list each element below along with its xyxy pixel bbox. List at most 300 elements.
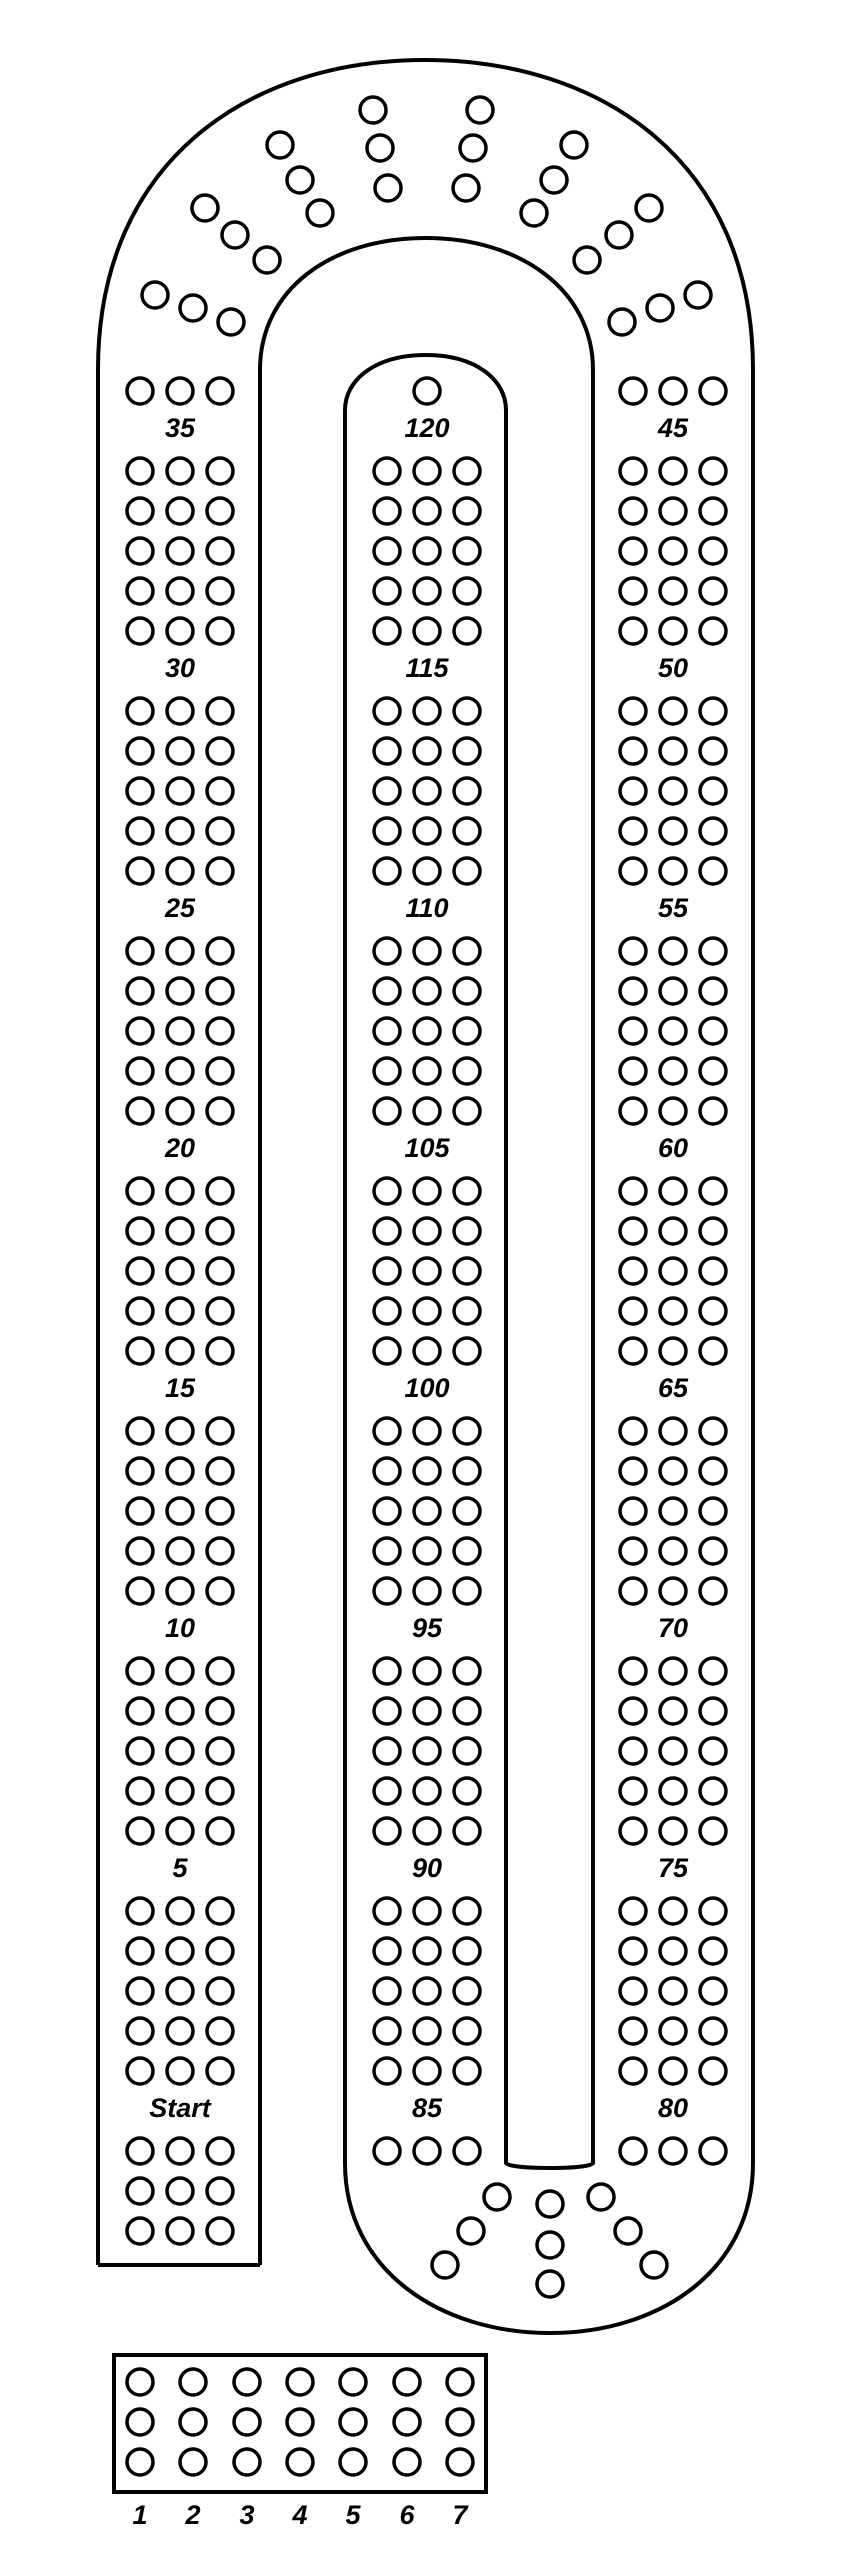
center-track-hole[interactable] <box>414 1498 440 1524</box>
left-track-hole[interactable] <box>207 1538 233 1564</box>
left-track-hole[interactable] <box>127 1778 153 1804</box>
right-track-hole[interactable] <box>620 1818 646 1844</box>
right-track-hole[interactable] <box>700 1498 726 1524</box>
left-track-hole[interactable] <box>207 778 233 804</box>
center-track-hole[interactable] <box>414 738 440 764</box>
right-track-hole[interactable] <box>660 458 686 484</box>
center-track-hole[interactable] <box>374 1298 400 1324</box>
center-track-hole[interactable] <box>414 1218 440 1244</box>
right-track-hole[interactable] <box>620 1178 646 1204</box>
top-curve-hole[interactable] <box>541 167 567 193</box>
left-track-hole[interactable] <box>127 1698 153 1724</box>
left-track-hole[interactable] <box>127 1898 153 1924</box>
center-track-hole[interactable] <box>414 1658 440 1684</box>
center-track-hole[interactable] <box>374 538 400 564</box>
left-track-hole[interactable] <box>207 1258 233 1284</box>
right-track-hole[interactable] <box>620 618 646 644</box>
right-track-hole[interactable] <box>660 1938 686 1964</box>
right-track-hole[interactable] <box>700 1338 726 1364</box>
left-track-hole[interactable] <box>167 1738 193 1764</box>
center-track-hole[interactable] <box>374 618 400 644</box>
left-track-hole[interactable] <box>207 1658 233 1684</box>
left-track-hole[interactable] <box>127 1578 153 1604</box>
left-track-hole[interactable] <box>167 2138 193 2164</box>
left-track-hole[interactable] <box>127 738 153 764</box>
game-counter-hole[interactable] <box>447 2449 473 2475</box>
center-track-hole[interactable] <box>414 2138 440 2164</box>
center-track-hole[interactable] <box>374 1498 400 1524</box>
right-track-hole[interactable] <box>660 1898 686 1924</box>
top-curve-hole[interactable] <box>460 135 486 161</box>
center-track-hole[interactable] <box>414 1058 440 1084</box>
right-track-hole[interactable] <box>660 538 686 564</box>
right-track-hole[interactable] <box>620 2058 646 2084</box>
left-track-hole[interactable] <box>207 938 233 964</box>
left-track-hole[interactable] <box>167 1818 193 1844</box>
center-track-hole[interactable] <box>414 1338 440 1364</box>
center-track-hole[interactable] <box>374 498 400 524</box>
top-curve-hole[interactable] <box>561 132 587 158</box>
right-track-hole[interactable] <box>660 1738 686 1764</box>
right-track-hole[interactable] <box>660 1778 686 1804</box>
left-track-hole[interactable] <box>167 1258 193 1284</box>
left-track-hole[interactable] <box>167 738 193 764</box>
center-track-hole[interactable] <box>454 1298 480 1324</box>
right-track-hole[interactable] <box>660 1818 686 1844</box>
left-track-hole[interactable] <box>127 818 153 844</box>
center-track-hole[interactable] <box>374 1098 400 1124</box>
right-track-hole[interactable] <box>700 778 726 804</box>
left-track-hole[interactable] <box>127 578 153 604</box>
center-track-hole[interactable] <box>454 698 480 724</box>
left-track-hole[interactable] <box>127 498 153 524</box>
left-track-hole[interactable] <box>127 858 153 884</box>
right-track-hole[interactable] <box>660 498 686 524</box>
center-track-hole[interactable] <box>374 1978 400 2004</box>
center-track-hole[interactable] <box>414 978 440 1004</box>
right-track-hole[interactable] <box>620 1098 646 1124</box>
left-track-hole[interactable] <box>167 1098 193 1124</box>
center-track-hole[interactable] <box>454 1498 480 1524</box>
center-track-hole[interactable] <box>414 1098 440 1124</box>
top-curve-hole[interactable] <box>360 97 386 123</box>
center-track-hole[interactable] <box>454 578 480 604</box>
left-track-hole[interactable] <box>207 1458 233 1484</box>
right-track-hole[interactable] <box>700 498 726 524</box>
center-track-hole[interactable] <box>414 1778 440 1804</box>
right-track-hole[interactable] <box>620 2018 646 2044</box>
center-track-hole[interactable] <box>414 1418 440 1444</box>
center-track-hole[interactable] <box>414 698 440 724</box>
left-track-hole[interactable] <box>207 738 233 764</box>
right-track-hole[interactable] <box>660 2058 686 2084</box>
left-track-hole[interactable] <box>207 1778 233 1804</box>
center-track-hole[interactable] <box>374 1698 400 1724</box>
right-track-hole[interactable] <box>620 818 646 844</box>
top-curve-hole[interactable] <box>521 200 547 226</box>
right-track-hole[interactable] <box>700 1058 726 1084</box>
right-track-hole[interactable] <box>660 738 686 764</box>
right-track-hole[interactable] <box>660 1498 686 1524</box>
game-counter-hole[interactable] <box>180 2369 206 2395</box>
left-track-hole[interactable] <box>167 818 193 844</box>
right-track-hole[interactable] <box>700 818 726 844</box>
center-track-hole[interactable] <box>374 938 400 964</box>
center-track-hole[interactable] <box>414 1258 440 1284</box>
center-track-hole[interactable] <box>414 618 440 644</box>
game-counter-hole[interactable] <box>180 2449 206 2475</box>
center-track-hole[interactable] <box>454 938 480 964</box>
right-track-hole[interactable] <box>700 1738 726 1764</box>
left-track-hole[interactable] <box>207 1338 233 1364</box>
left-track-hole[interactable] <box>127 458 153 484</box>
left-track-hole[interactable] <box>127 1498 153 1524</box>
center-track-hole[interactable] <box>454 1538 480 1564</box>
center-track-hole[interactable] <box>454 1738 480 1764</box>
center-track-hole[interactable] <box>374 1738 400 1764</box>
center-track-hole[interactable] <box>414 2058 440 2084</box>
top-curve-hole[interactable] <box>180 295 206 321</box>
center-track-hole[interactable] <box>414 1018 440 1044</box>
left-track-hole[interactable] <box>207 1818 233 1844</box>
center-track-hole[interactable] <box>454 1578 480 1604</box>
game-counter-hole[interactable] <box>287 2369 313 2395</box>
right-track-hole[interactable] <box>660 1338 686 1364</box>
left-track-hole[interactable] <box>127 978 153 1004</box>
left-track-hole[interactable] <box>167 1658 193 1684</box>
center-track-hole[interactable] <box>374 698 400 724</box>
left-track-hole[interactable] <box>167 1578 193 1604</box>
left-track-hole[interactable] <box>167 698 193 724</box>
left-track-hole[interactable] <box>207 1178 233 1204</box>
left-track-hole[interactable] <box>127 1538 153 1564</box>
center-track-hole[interactable] <box>454 1218 480 1244</box>
left-track-hole[interactable] <box>167 938 193 964</box>
left-track-hole[interactable] <box>207 1298 233 1324</box>
right-track-hole[interactable] <box>700 1538 726 1564</box>
right-track-hole[interactable] <box>660 978 686 1004</box>
right-track-hole[interactable] <box>660 1658 686 1684</box>
left-track-hole[interactable] <box>207 1978 233 2004</box>
center-track-hole-120[interactable] <box>414 378 440 404</box>
right-track-hole[interactable] <box>700 1778 726 1804</box>
right-track-hole[interactable] <box>620 458 646 484</box>
center-track-hole[interactable] <box>374 1458 400 1484</box>
right-track-hole[interactable] <box>700 1978 726 2004</box>
left-track-hole[interactable] <box>127 2178 153 2204</box>
center-track-hole[interactable] <box>414 1698 440 1724</box>
game-counter-hole[interactable] <box>394 2449 420 2475</box>
right-track-hole[interactable] <box>620 1538 646 1564</box>
left-track-hole[interactable] <box>207 1698 233 1724</box>
right-track-hole[interactable] <box>620 1258 646 1284</box>
right-track-hole[interactable] <box>620 578 646 604</box>
center-track-hole[interactable] <box>374 1218 400 1244</box>
right-track-hole[interactable] <box>660 1978 686 2004</box>
right-track-hole[interactable] <box>700 1418 726 1444</box>
right-track-hole[interactable] <box>660 1018 686 1044</box>
bottom-curve-hole[interactable] <box>458 2218 484 2244</box>
right-track-hole[interactable] <box>620 538 646 564</box>
left-track-hole[interactable] <box>167 1058 193 1084</box>
left-track-hole[interactable] <box>127 1458 153 1484</box>
game-counter-hole[interactable] <box>394 2409 420 2435</box>
top-curve-hole[interactable] <box>222 222 248 248</box>
right-track-hole[interactable] <box>620 738 646 764</box>
center-track-hole[interactable] <box>414 778 440 804</box>
center-track-hole[interactable] <box>454 1818 480 1844</box>
right-track-hole[interactable] <box>620 1338 646 1364</box>
right-track-hole[interactable] <box>700 698 726 724</box>
center-track-hole[interactable] <box>374 1538 400 1564</box>
center-track-hole[interactable] <box>454 1778 480 1804</box>
center-track-hole[interactable] <box>414 2018 440 2044</box>
center-track-hole[interactable] <box>454 1178 480 1204</box>
left-track-hole[interactable] <box>207 698 233 724</box>
center-track-hole[interactable] <box>454 2018 480 2044</box>
center-track-hole[interactable] <box>374 738 400 764</box>
top-curve-hole[interactable] <box>375 175 401 201</box>
left-track-hole[interactable] <box>167 1298 193 1324</box>
right-track-hole[interactable] <box>700 458 726 484</box>
center-track-hole[interactable] <box>374 1658 400 1684</box>
center-track-hole[interactable] <box>414 578 440 604</box>
left-track-hole[interactable] <box>127 1058 153 1084</box>
left-track-hole[interactable] <box>167 2218 193 2244</box>
center-track-hole[interactable] <box>374 1178 400 1204</box>
left-track-hole[interactable] <box>207 818 233 844</box>
right-track-hole[interactable] <box>660 698 686 724</box>
center-track-hole[interactable] <box>374 458 400 484</box>
right-track-hole[interactable] <box>660 578 686 604</box>
left-track-hole[interactable] <box>167 978 193 1004</box>
top-curve-hole[interactable] <box>142 282 168 308</box>
right-track-hole[interactable] <box>620 1658 646 1684</box>
game-counter-hole[interactable] <box>394 2369 420 2395</box>
top-curve-hole[interactable] <box>267 132 293 158</box>
left-track-hole[interactable] <box>127 938 153 964</box>
right-track-hole[interactable] <box>620 698 646 724</box>
game-counter-hole[interactable] <box>127 2409 153 2435</box>
left-track-hole[interactable] <box>167 1018 193 1044</box>
center-track-hole[interactable] <box>454 1698 480 1724</box>
top-curve-hole[interactable] <box>453 175 479 201</box>
right-track-hole[interactable] <box>700 1098 726 1124</box>
left-track-hole[interactable] <box>207 1898 233 1924</box>
left-track-hole[interactable] <box>167 1938 193 1964</box>
left-track-hole[interactable] <box>127 1338 153 1364</box>
right-track-hole[interactable] <box>620 1738 646 1764</box>
center-track-hole[interactable] <box>454 618 480 644</box>
right-track-hole[interactable] <box>660 1418 686 1444</box>
center-track-hole[interactable] <box>414 458 440 484</box>
game-counter-hole[interactable] <box>234 2409 260 2435</box>
left-track-hole[interactable] <box>127 1658 153 1684</box>
right-track-hole[interactable] <box>620 1898 646 1924</box>
left-track-hole[interactable] <box>207 978 233 1004</box>
left-track-hole[interactable] <box>167 1178 193 1204</box>
right-track-hole[interactable] <box>660 1698 686 1724</box>
left-track-hole[interactable] <box>207 2138 233 2164</box>
center-track-hole[interactable] <box>374 1258 400 1284</box>
center-track-hole[interactable] <box>374 2138 400 2164</box>
left-track-hole[interactable] <box>167 1898 193 1924</box>
left-track-hole[interactable] <box>127 1298 153 1324</box>
center-track-hole[interactable] <box>454 2058 480 2084</box>
center-track-hole[interactable] <box>454 1258 480 1284</box>
right-track-hole[interactable] <box>660 618 686 644</box>
left-track-hole[interactable] <box>127 1098 153 1124</box>
right-track-hole[interactable] <box>700 2018 726 2044</box>
right-track-hole[interactable] <box>660 1538 686 1564</box>
right-track-hole[interactable] <box>620 1018 646 1044</box>
left-track-hole[interactable] <box>207 2218 233 2244</box>
right-track-hole[interactable] <box>700 1818 726 1844</box>
top-curve-hole[interactable] <box>467 97 493 123</box>
top-curve-hole[interactable] <box>574 247 600 273</box>
right-track-hole[interactable] <box>700 1018 726 1044</box>
center-track-hole[interactable] <box>454 1898 480 1924</box>
left-track-hole[interactable] <box>127 698 153 724</box>
top-curve-hole[interactable] <box>307 200 333 226</box>
center-track-hole[interactable] <box>414 858 440 884</box>
right-track-hole[interactable] <box>620 2138 646 2164</box>
right-track-hole[interactable] <box>660 858 686 884</box>
left-track-hole[interactable] <box>207 378 233 404</box>
left-track-hole[interactable] <box>167 578 193 604</box>
game-counter-hole[interactable] <box>447 2369 473 2395</box>
right-track-hole[interactable] <box>700 1218 726 1244</box>
left-track-hole[interactable] <box>127 1418 153 1444</box>
right-track-hole[interactable] <box>620 938 646 964</box>
right-track-hole[interactable] <box>660 1258 686 1284</box>
center-track-hole[interactable] <box>374 2058 400 2084</box>
right-track-hole[interactable] <box>620 1058 646 1084</box>
left-track-hole[interactable] <box>127 2218 153 2244</box>
left-track-hole[interactable] <box>207 2058 233 2084</box>
left-track-hole[interactable] <box>167 1538 193 1564</box>
top-curve-hole[interactable] <box>192 195 218 221</box>
left-track-hole[interactable] <box>127 2058 153 2084</box>
game-counter-hole[interactable] <box>234 2449 260 2475</box>
right-track-hole[interactable] <box>660 378 686 404</box>
left-track-hole[interactable] <box>207 538 233 564</box>
right-track-hole[interactable] <box>620 1978 646 2004</box>
left-track-hole[interactable] <box>127 1258 153 1284</box>
center-track-hole[interactable] <box>454 2138 480 2164</box>
right-track-hole[interactable] <box>700 1938 726 1964</box>
center-track-hole[interactable] <box>414 1898 440 1924</box>
top-curve-hole[interactable] <box>609 309 635 335</box>
left-track-hole[interactable] <box>127 2018 153 2044</box>
left-track-hole[interactable] <box>207 1098 233 1124</box>
top-curve-hole[interactable] <box>636 195 662 221</box>
left-track-hole[interactable] <box>167 2178 193 2204</box>
right-track-hole[interactable] <box>700 1258 726 1284</box>
center-track-hole[interactable] <box>414 1738 440 1764</box>
center-track-hole[interactable] <box>454 1018 480 1044</box>
center-track-hole[interactable] <box>414 1978 440 2004</box>
right-track-hole[interactable] <box>700 978 726 1004</box>
right-track-hole[interactable] <box>620 1778 646 1804</box>
right-track-hole[interactable] <box>700 578 726 604</box>
left-track-hole[interactable] <box>167 1498 193 1524</box>
right-track-hole[interactable] <box>700 538 726 564</box>
center-track-hole[interactable] <box>454 1978 480 2004</box>
center-track-hole[interactable] <box>374 1418 400 1444</box>
bottom-curve-hole[interactable] <box>432 2252 458 2278</box>
top-curve-hole[interactable] <box>367 135 393 161</box>
right-track-hole[interactable] <box>660 1458 686 1484</box>
left-track-hole[interactable] <box>207 1418 233 1444</box>
center-track-hole[interactable] <box>414 1578 440 1604</box>
left-track-hole[interactable] <box>167 1778 193 1804</box>
center-track-hole[interactable] <box>454 858 480 884</box>
center-track-hole[interactable] <box>414 498 440 524</box>
left-track-hole[interactable] <box>127 378 153 404</box>
left-track-hole[interactable] <box>207 1498 233 1524</box>
center-track-hole[interactable] <box>414 1458 440 1484</box>
right-track-hole[interactable] <box>620 1458 646 1484</box>
left-track-hole[interactable] <box>207 1578 233 1604</box>
left-track-hole[interactable] <box>207 1938 233 1964</box>
top-curve-hole[interactable] <box>606 222 632 248</box>
game-counter-hole[interactable] <box>234 2369 260 2395</box>
game-counter-hole[interactable] <box>340 2369 366 2395</box>
center-track-hole[interactable] <box>454 1058 480 1084</box>
left-track-hole[interactable] <box>167 2018 193 2044</box>
right-track-hole[interactable] <box>620 858 646 884</box>
center-track-hole[interactable] <box>374 1058 400 1084</box>
left-track-hole[interactable] <box>167 378 193 404</box>
bottom-curve-hole[interactable] <box>588 2184 614 2210</box>
left-track-hole[interactable] <box>207 1018 233 1044</box>
right-track-hole[interactable] <box>660 1058 686 1084</box>
left-track-hole[interactable] <box>167 538 193 564</box>
top-curve-hole[interactable] <box>254 247 280 273</box>
center-track-hole[interactable] <box>374 778 400 804</box>
center-track-hole[interactable] <box>374 978 400 1004</box>
left-track-hole[interactable] <box>127 618 153 644</box>
right-track-hole[interactable] <box>700 618 726 644</box>
center-track-hole[interactable] <box>454 1098 480 1124</box>
center-track-hole[interactable] <box>374 858 400 884</box>
left-track-hole[interactable] <box>167 1698 193 1724</box>
center-track-hole[interactable] <box>454 458 480 484</box>
right-track-hole[interactable] <box>700 1298 726 1324</box>
center-track-hole[interactable] <box>374 1018 400 1044</box>
game-counter-hole[interactable] <box>287 2409 313 2435</box>
center-track-hole[interactable] <box>414 1178 440 1204</box>
right-track-hole[interactable] <box>660 938 686 964</box>
right-track-hole[interactable] <box>620 1938 646 1964</box>
right-track-hole[interactable] <box>620 778 646 804</box>
center-track-hole[interactable] <box>374 1778 400 1804</box>
left-track-hole[interactable] <box>167 2058 193 2084</box>
left-track-hole[interactable] <box>127 1978 153 2004</box>
center-track-hole[interactable] <box>454 738 480 764</box>
center-track-hole[interactable] <box>454 538 480 564</box>
right-track-hole[interactable] <box>660 818 686 844</box>
left-track-hole[interactable] <box>127 1938 153 1964</box>
left-track-hole[interactable] <box>127 778 153 804</box>
right-track-hole[interactable] <box>620 1298 646 1324</box>
left-track-hole[interactable] <box>207 2178 233 2204</box>
right-track-hole[interactable] <box>700 1578 726 1604</box>
left-track-hole[interactable] <box>167 778 193 804</box>
center-track-hole[interactable] <box>374 1898 400 1924</box>
right-track-hole[interactable] <box>620 1498 646 1524</box>
